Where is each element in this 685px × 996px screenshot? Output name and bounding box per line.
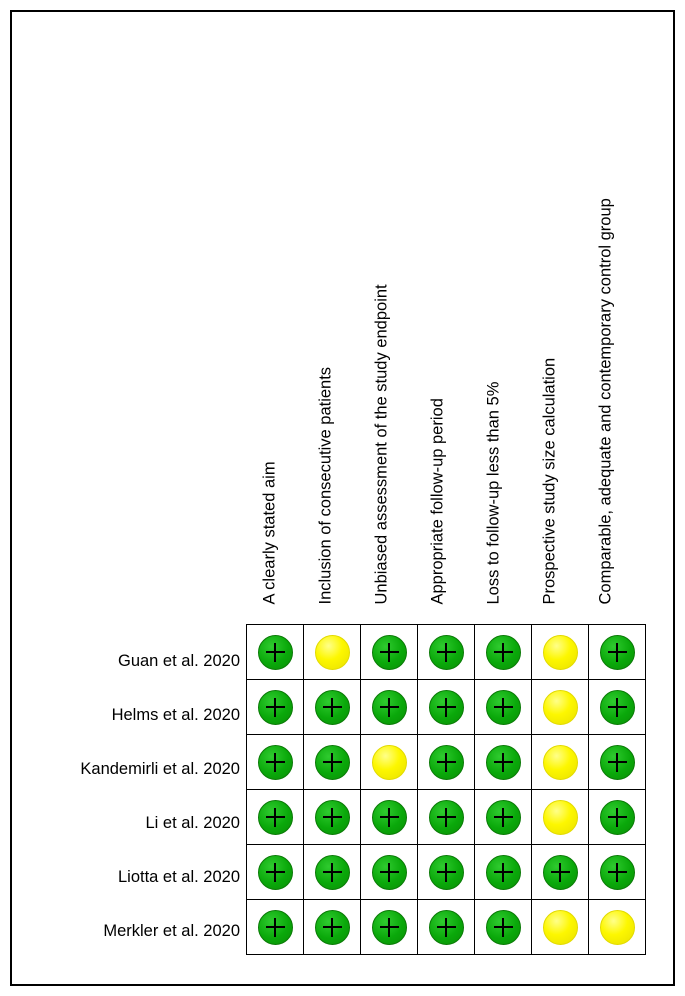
plus-circle-green-icon (600, 800, 635, 835)
plus-circle-green-icon (486, 690, 521, 725)
matrix-cell (475, 735, 532, 790)
matrix-cell-content (304, 735, 360, 789)
plus-circle-green-icon (429, 745, 464, 780)
plus-circle-green-icon (429, 690, 464, 725)
matrix-cell (361, 900, 418, 955)
matrix-cell (589, 680, 646, 735)
table-row (247, 680, 646, 735)
matrix-cell-content (418, 735, 474, 789)
risk-of-bias-matrix (246, 624, 646, 955)
matrix-cell (532, 625, 589, 680)
matrix-cell (247, 845, 304, 900)
column-header: Inclusion of consecutive patients (316, 366, 335, 604)
column-header: Comparable, adequate and contemporary control group (596, 197, 615, 604)
plus-circle-green-icon (258, 855, 293, 890)
matrix-cell (304, 790, 361, 845)
matrix-cell (304, 680, 361, 735)
matrix-cell-content (475, 845, 531, 899)
matrix-cell (532, 845, 589, 900)
plus-circle-green-icon (429, 910, 464, 945)
plus-circle-green-icon (315, 910, 350, 945)
column-headers (246, 0, 646, 624)
matrix-cell (532, 680, 589, 735)
column-header: Unbiased assessment of the study endpoint (372, 283, 391, 604)
matrix-cell (247, 680, 304, 735)
matrix-cell-content (247, 845, 303, 899)
matrix-body (247, 625, 646, 955)
plus-circle-green-icon (315, 690, 350, 725)
matrix-cell (247, 790, 304, 845)
plus-circle-green-icon (486, 635, 521, 670)
matrix-cell (247, 625, 304, 680)
row-header: Guan et al. 2020 (117, 652, 240, 670)
filled-circle-yellow-icon (543, 800, 578, 835)
matrix-cell (361, 625, 418, 680)
plus-circle-green-icon (372, 690, 407, 725)
matrix-cell-content (361, 845, 417, 899)
matrix-cell-content (247, 790, 303, 844)
matrix-cell (475, 845, 532, 900)
filled-circle-yellow-icon (543, 635, 578, 670)
matrix-cell (589, 845, 646, 900)
matrix-cell-content (361, 900, 417, 954)
matrix-cell (532, 790, 589, 845)
matrix-cell (361, 735, 418, 790)
matrix-cell-content (532, 790, 588, 844)
matrix-cell-content (418, 625, 474, 679)
matrix-cell (361, 680, 418, 735)
matrix-cell-content (475, 625, 531, 679)
plus-circle-green-icon (600, 855, 635, 890)
matrix-cell-content (532, 625, 588, 679)
matrix-cell-content (418, 900, 474, 954)
matrix-cell (475, 900, 532, 955)
matrix-cell-content (475, 735, 531, 789)
plus-circle-green-icon (372, 910, 407, 945)
plus-circle-green-icon (486, 910, 521, 945)
matrix-cell (532, 900, 589, 955)
plus-circle-green-icon (543, 855, 578, 890)
matrix-cell (475, 625, 532, 680)
matrix-cell (361, 790, 418, 845)
matrix-cell (247, 900, 304, 955)
matrix-cell-content (304, 625, 360, 679)
table-row (247, 625, 646, 680)
filled-circle-yellow-icon (543, 745, 578, 780)
matrix-cell (418, 680, 475, 735)
matrix-cell-content (589, 900, 645, 954)
row-headers (0, 624, 240, 954)
matrix-cell-content (532, 735, 588, 789)
filled-circle-yellow-icon (543, 910, 578, 945)
matrix-cell-content (361, 625, 417, 679)
matrix-cell-content (475, 900, 531, 954)
filled-circle-yellow-icon (543, 690, 578, 725)
matrix-cell (361, 845, 418, 900)
column-header: Appropriate follow-up period (428, 397, 447, 604)
plus-circle-green-icon (258, 635, 293, 670)
matrix-cell-content (589, 680, 645, 734)
matrix-cell-content (532, 845, 588, 899)
matrix-cell (589, 900, 646, 955)
matrix-cell-content (589, 735, 645, 789)
matrix-cell-content (532, 900, 588, 954)
matrix-cell (418, 625, 475, 680)
plus-circle-green-icon (315, 855, 350, 890)
plus-circle-green-icon (258, 690, 293, 725)
matrix-cell-content (304, 845, 360, 899)
table-row (247, 900, 646, 955)
plus-circle-green-icon (372, 800, 407, 835)
plus-circle-green-icon (486, 745, 521, 780)
table-row (247, 845, 646, 900)
matrix-cell-content (247, 735, 303, 789)
matrix-cell-content (361, 735, 417, 789)
matrix-cell-content (304, 900, 360, 954)
plus-circle-green-icon (258, 800, 293, 835)
filled-circle-yellow-icon (372, 745, 407, 780)
matrix-cell-content (589, 625, 645, 679)
matrix-cell (589, 790, 646, 845)
plus-circle-green-icon (372, 855, 407, 890)
plus-circle-green-icon (258, 745, 293, 780)
plus-circle-green-icon (315, 800, 350, 835)
matrix-cell-content (418, 845, 474, 899)
matrix-cell (304, 845, 361, 900)
matrix-cell-content (304, 680, 360, 734)
plus-circle-green-icon (600, 745, 635, 780)
plus-circle-green-icon (600, 635, 635, 670)
matrix-cell-content (304, 790, 360, 844)
matrix-cell (304, 735, 361, 790)
matrix-cell (475, 790, 532, 845)
matrix-cell-content (475, 790, 531, 844)
table-row (247, 735, 646, 790)
matrix-cell-content (589, 845, 645, 899)
matrix-cell-content (247, 900, 303, 954)
matrix-cell-content (418, 790, 474, 844)
matrix-cell (418, 900, 475, 955)
table-row (247, 790, 646, 845)
matrix-cell (304, 625, 361, 680)
matrix-cell (589, 625, 646, 680)
matrix-cell (418, 790, 475, 845)
matrix-cell (418, 735, 475, 790)
plus-circle-green-icon (258, 910, 293, 945)
matrix-cell-content (361, 790, 417, 844)
filled-circle-yellow-icon (315, 635, 350, 670)
row-header: Li et al. 2020 (145, 814, 240, 832)
plus-circle-green-icon (600, 690, 635, 725)
matrix-cell (247, 735, 304, 790)
plus-circle-green-icon (429, 800, 464, 835)
row-header: Helms et al. 2020 (111, 706, 240, 724)
plus-circle-green-icon (372, 635, 407, 670)
row-header: Kandemirli et al. 2020 (80, 760, 240, 778)
plus-circle-green-icon (486, 855, 521, 890)
plus-circle-green-icon (429, 635, 464, 670)
column-header: Prospective study size calculation (540, 357, 559, 604)
matrix-cell (418, 845, 475, 900)
matrix-cell-content (361, 680, 417, 734)
matrix-cell-content (247, 625, 303, 679)
matrix-cell-content (475, 680, 531, 734)
matrix-cell (475, 680, 532, 735)
matrix-cell (589, 735, 646, 790)
plus-circle-green-icon (486, 800, 521, 835)
row-header: Liotta et al. 2020 (117, 868, 240, 886)
matrix-cell-content (589, 790, 645, 844)
plus-circle-green-icon (429, 855, 464, 890)
row-header: Merkler et al. 2020 (103, 922, 240, 940)
matrix-cell-content (532, 680, 588, 734)
matrix-cell-content (418, 680, 474, 734)
column-header: A clearly stated aim (260, 460, 279, 604)
matrix-cell (304, 900, 361, 955)
matrix-table (246, 624, 646, 955)
matrix-cell (532, 735, 589, 790)
matrix-cell-content (247, 680, 303, 734)
column-header: Loss to follow-up less than 5% (484, 381, 503, 604)
plus-circle-green-icon (315, 745, 350, 780)
filled-circle-yellow-icon (600, 910, 635, 945)
